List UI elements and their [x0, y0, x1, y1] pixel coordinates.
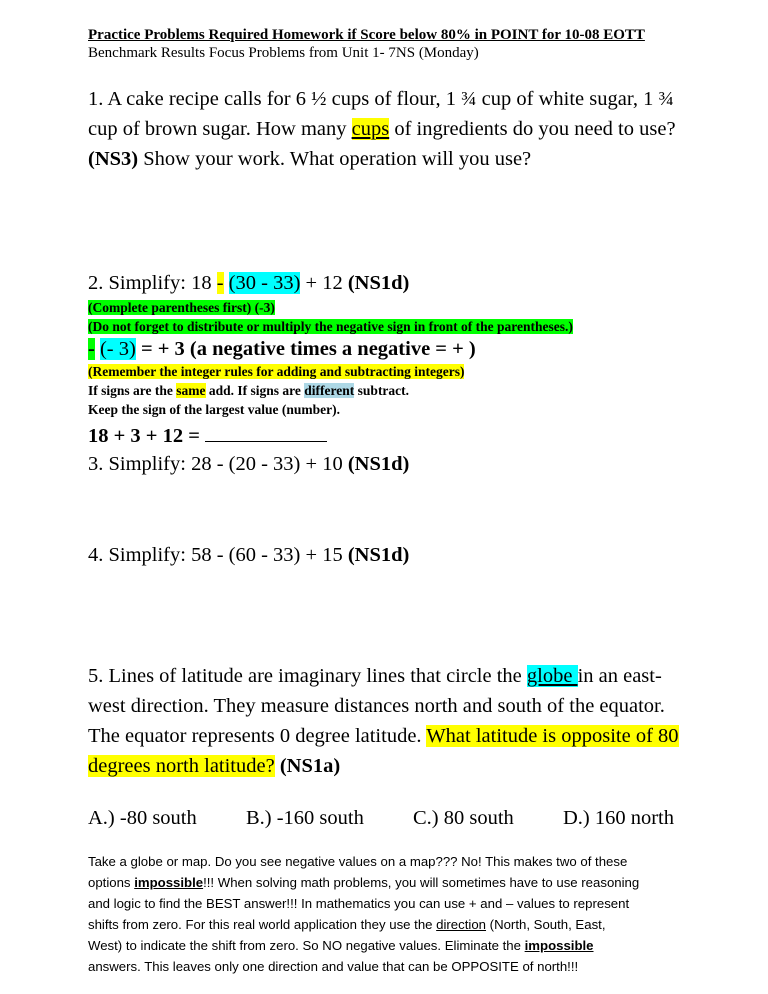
q2-hint-1-text: (Complete parentheses first) (-3) [88, 300, 275, 315]
q5-text-3a: The equator represents 0 degree latitude. [88, 725, 427, 747]
worksheet-subtitle: Benchmark Results Focus Problems from Unit 1- 7NS (Monday) [88, 45, 479, 61]
q5-highlight-2: degrees north latitude? [88, 755, 275, 777]
q3-text: 3. Simplify: 28 - (20 - 33) + 10 [88, 453, 348, 475]
q2-rule-1a: If signs are the [88, 383, 177, 398]
q1-text-2a: cup of brown sugar. How many [88, 118, 352, 140]
question-1 [88, 84, 688, 174]
q1-text-2b: of ingredients do you need to use? [389, 118, 676, 140]
q1-line-2 [88, 114, 688, 144]
q2-hint-1 [88, 298, 688, 317]
choice-c[interactable]: C.) 80 south [412, 807, 514, 829]
q2-rule-title [88, 362, 688, 381]
q2-suffix: + 12 [300, 272, 348, 294]
q2-rule-1b: add. If signs are [205, 383, 305, 398]
q2-step [88, 336, 688, 362]
q5-line-4 [88, 751, 688, 781]
note-line-1: Take a globe or map. Do you see negative values on a map??? No! This makes two of these [88, 854, 628, 869]
note-2b: !!! When solving math problems, you will sometimes have to use reasoning [203, 875, 640, 890]
note-4a: shifts from zero. For this real world application they use the [88, 917, 437, 932]
note-impossible-2: impossible [524, 938, 594, 953]
q2-equation [88, 423, 688, 449]
q2-equation-text: 18 + 3 + 12 = [88, 425, 206, 447]
q2-line [88, 268, 688, 298]
q2-rule-2: Keep the sign of the largest value (number). [88, 402, 340, 417]
q2-rule-title-text: (Remember the integer rules for adding and subtracting integers) [88, 364, 465, 379]
q5-line-3 [88, 721, 688, 751]
note-line-2 [88, 872, 688, 893]
q2-rule-different: different [304, 383, 355, 398]
q1-standard: (NS3) [88, 148, 139, 170]
q2-rule-1 [88, 381, 688, 400]
question-5 [88, 661, 688, 833]
note-line-4 [88, 914, 688, 935]
q2-paren: (30 - 33) [228, 272, 301, 294]
q2-standard: (NS1d) [347, 272, 410, 294]
q3-standard: (NS1d) [347, 453, 410, 475]
q5-line-2: west direction. They measure distances north and south of the equator. [88, 695, 665, 717]
q5-text-1b: in an east- [577, 665, 662, 687]
note-5a: West) to indicate the shift from zero. So NO negative values. Eliminate the [88, 938, 525, 953]
explanation-note [88, 851, 688, 977]
note-line-3: and logic to find the BEST answer!!! In mathematics you can use + and – values to represent [88, 896, 630, 911]
question-2 [88, 268, 688, 449]
q1-highlight-cups: cups [351, 118, 390, 140]
q2-rule-same: same [176, 383, 206, 398]
q4-standard: (NS1d) [347, 544, 410, 566]
q2-hint-2-text: (Do not forget to distribute or multiply the negative sign in front of the parentheses.) [88, 319, 573, 334]
note-impossible-1: impossible [134, 875, 204, 890]
note-line-5 [88, 935, 688, 956]
q5-standard: (NS1a) [274, 755, 341, 777]
choice-d[interactable]: D.) 160 north [562, 807, 674, 829]
q5-choices [88, 803, 674, 833]
note-4b: (North, South, East, [486, 917, 606, 932]
q1-line-3 [88, 144, 688, 174]
q2-step-rest: = + 3 (a negative times a negative = + ) [135, 338, 476, 360]
q1-line-1 [88, 84, 688, 114]
q2-prefix: 2. Simplify: 18 [88, 272, 217, 294]
choice-a[interactable]: A.) -80 south [88, 807, 197, 829]
question-4 [88, 540, 688, 570]
q2-step-minus: - [88, 338, 95, 360]
q2-hint-2 [88, 317, 688, 336]
q5-globe: globe [526, 665, 578, 687]
q5-highlight-1: What latitude is opposite of 80 [426, 725, 679, 747]
q5-line-1 [88, 661, 688, 691]
q5-text-1a: 5. Lines of latitude are imaginary lines that circle the [88, 665, 527, 687]
answer-blank[interactable] [205, 423, 327, 442]
question-3 [88, 449, 688, 479]
q4-text: 4. Simplify: 58 - (60 - 33) + 15 [88, 544, 348, 566]
note-direction: direction [436, 917, 487, 932]
q1-text-3: Show your work. What operation will you use? [138, 148, 532, 170]
note-line-6: answers. This leaves only one direction and value that can be OPPOSITE of north!!! [88, 959, 579, 974]
q2-minus: - [216, 272, 224, 294]
worksheet-title: Practice Problems Required Homework if Score below 80% in POINT for 10-08 EOTT [88, 27, 645, 43]
q2-step-paren: (- 3) [99, 338, 136, 360]
choice-b[interactable]: B.) -160 south [245, 807, 364, 829]
q2-rule-1c: subtract. [354, 383, 410, 398]
q1-text-1: 1. A cake recipe calls for 6 ½ cups of flour, 1 ¾ cup of white sugar, 1 ¾ [88, 88, 674, 110]
worksheet [88, 26, 688, 977]
note-2a: options [88, 875, 135, 890]
